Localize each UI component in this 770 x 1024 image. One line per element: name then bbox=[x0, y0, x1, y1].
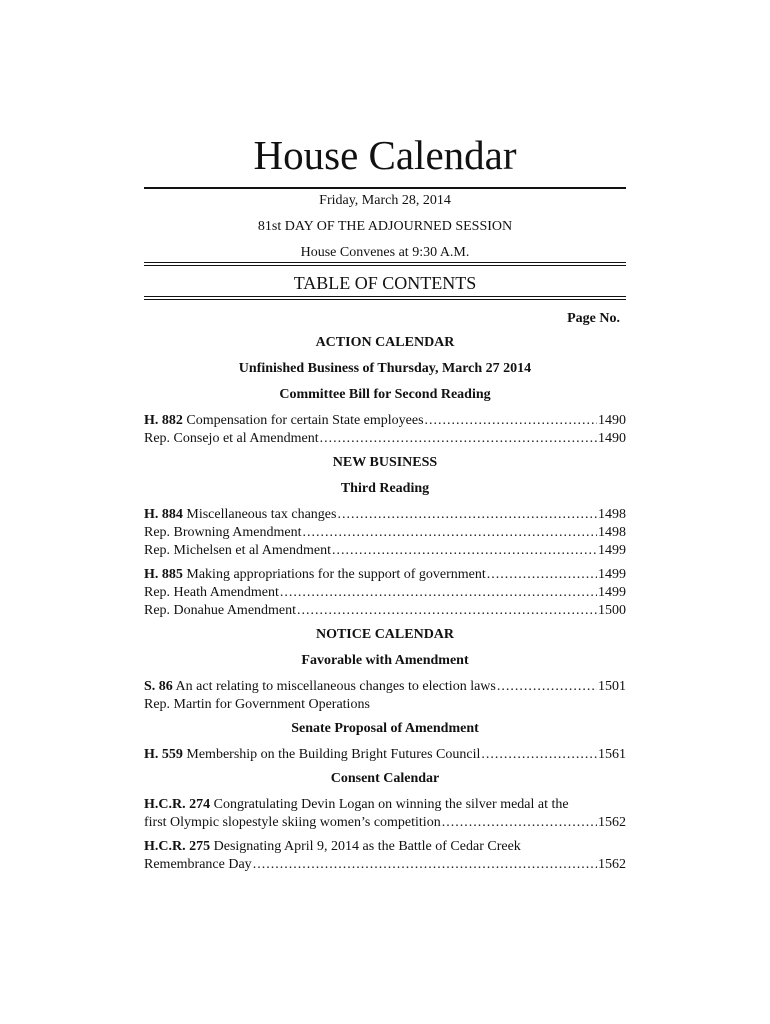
bill-description: Congratulating Devin Logan on winning the silver medal at the bbox=[210, 797, 569, 812]
toc-entry-browning-amendment[interactable] bbox=[144, 524, 626, 542]
toc-entry-hcr274[interactable] bbox=[144, 796, 626, 814]
bill-description: Membership on the Building Bright Futures Council bbox=[182, 747, 481, 762]
toc-top-rule bbox=[144, 262, 626, 266]
dot-leader bbox=[425, 412, 597, 430]
dot-leader bbox=[487, 566, 597, 584]
page-number: 1501 bbox=[598, 679, 626, 694]
toc-entry-hcr275-continued[interactable] bbox=[144, 856, 626, 874]
toc-entry-s86[interactable] bbox=[144, 678, 626, 696]
amendment-description: Rep. Browning Amendment bbox=[144, 525, 302, 540]
page-number: 1499 bbox=[598, 585, 626, 600]
dot-leader bbox=[297, 602, 597, 620]
notice-calendar-heading: NOTICE CALENDAR bbox=[315, 627, 455, 642]
dot-leader bbox=[253, 856, 597, 874]
page-number: 1490 bbox=[598, 431, 626, 446]
dot-leader bbox=[497, 678, 597, 696]
page-number: 1498 bbox=[598, 507, 626, 522]
page-number: 1500 bbox=[598, 603, 626, 618]
s86-group bbox=[144, 678, 626, 714]
h882-group bbox=[144, 412, 626, 448]
dot-leader bbox=[442, 814, 597, 832]
amendment-description: Rep. Heath Amendment bbox=[144, 585, 279, 600]
bill-description: Making appropriations for the support of government bbox=[182, 567, 486, 582]
h559-group bbox=[144, 746, 626, 764]
dot-leader bbox=[337, 506, 597, 524]
toc-title: TABLE OF CONTENTS bbox=[293, 273, 477, 293]
toc-entry-hcr274-continued[interactable] bbox=[144, 814, 626, 832]
dot-leader bbox=[320, 430, 597, 448]
third-reading-heading: Third Reading bbox=[340, 481, 430, 496]
toc-entry-donahue-amendment[interactable] bbox=[144, 602, 626, 620]
page-number: 1490 bbox=[598, 413, 626, 428]
bill-number: H. 882 bbox=[144, 413, 183, 428]
toc-entry-michelsen-amendment[interactable] bbox=[144, 542, 626, 560]
bill-description-continued: Remembrance Day bbox=[144, 857, 252, 872]
bill-number: H. 885 bbox=[144, 567, 183, 582]
page-number: 1562 bbox=[598, 857, 626, 872]
dot-leader bbox=[481, 746, 597, 764]
page-number: 1498 bbox=[598, 525, 626, 540]
bill-number: H.C.R. 275 bbox=[144, 839, 211, 854]
toc-entry-heath-amendment[interactable] bbox=[144, 584, 626, 602]
h885-group bbox=[144, 566, 626, 620]
toc-entry-hcr275[interactable] bbox=[144, 838, 626, 856]
toc-bottom-rule bbox=[144, 296, 626, 300]
bill-description: Designating April 9, 2014 as the Battle of Cedar Creek bbox=[210, 839, 521, 854]
toc-content bbox=[144, 334, 626, 880]
page-title: House Calendar bbox=[253, 132, 517, 178]
bill-description: Compensation for certain State employees bbox=[182, 413, 424, 428]
dot-leader bbox=[332, 542, 597, 560]
bill-description: An act relating to miscellaneous changes to election laws bbox=[172, 679, 496, 694]
favorable-amendment-heading: Favorable with Amendment bbox=[301, 653, 469, 668]
action-calendar-heading: ACTION CALENDAR bbox=[315, 335, 455, 350]
dot-leader bbox=[280, 584, 597, 602]
bill-description: Miscellaneous tax changes bbox=[182, 507, 337, 522]
new-business-heading: NEW BUSINESS bbox=[332, 455, 438, 470]
unfinished-business-heading: Unfinished Business of Thursday, March 27 2014 bbox=[238, 361, 532, 376]
hcr275-group bbox=[144, 838, 626, 874]
page-number: 1499 bbox=[598, 543, 626, 558]
senate-proposal-heading: Senate Proposal of Amendment bbox=[291, 721, 479, 736]
toc-entry-consejo-amendment[interactable] bbox=[144, 430, 626, 448]
toc-entry-h882[interactable] bbox=[144, 412, 626, 430]
committee-bill-heading: Committee Bill for Second Reading bbox=[279, 387, 491, 402]
page-number: 1499 bbox=[598, 567, 626, 582]
title-rule bbox=[144, 187, 626, 189]
date-line: Friday, March 28, 2014 bbox=[319, 193, 451, 208]
convenes-line: House Convenes at 9:30 A.M. bbox=[300, 245, 470, 260]
bill-description-continued: first Olympic slopestyle skiing women’s competition bbox=[144, 815, 441, 830]
toc-entry-h885[interactable] bbox=[144, 566, 626, 584]
bill-number: H. 559 bbox=[144, 747, 183, 762]
page-number: 1562 bbox=[598, 815, 626, 830]
committee-report-line: Rep. Martin for Government Operations bbox=[144, 697, 370, 712]
bill-number: H. 884 bbox=[144, 507, 183, 522]
session-line: 81st DAY OF THE ADJOURNED SESSION bbox=[257, 219, 513, 234]
h884-group bbox=[144, 506, 626, 560]
bill-number: S. 86 bbox=[144, 679, 173, 694]
toc-entry-h559[interactable] bbox=[144, 746, 626, 764]
amendment-description: Rep. Donahue Amendment bbox=[144, 603, 297, 618]
hcr274-group bbox=[144, 796, 626, 832]
amendment-description: Rep. Michelsen et al Amendment bbox=[144, 543, 332, 558]
consent-calendar-heading: Consent Calendar bbox=[330, 771, 440, 786]
page-no-label: Page No. bbox=[567, 311, 620, 326]
dot-leader bbox=[303, 524, 598, 542]
toc-entry-h884[interactable] bbox=[144, 506, 626, 524]
bill-number: H.C.R. 274 bbox=[144, 797, 211, 812]
amendment-description: Rep. Consejo et al Amendment bbox=[144, 431, 319, 446]
page-number: 1561 bbox=[598, 747, 626, 762]
